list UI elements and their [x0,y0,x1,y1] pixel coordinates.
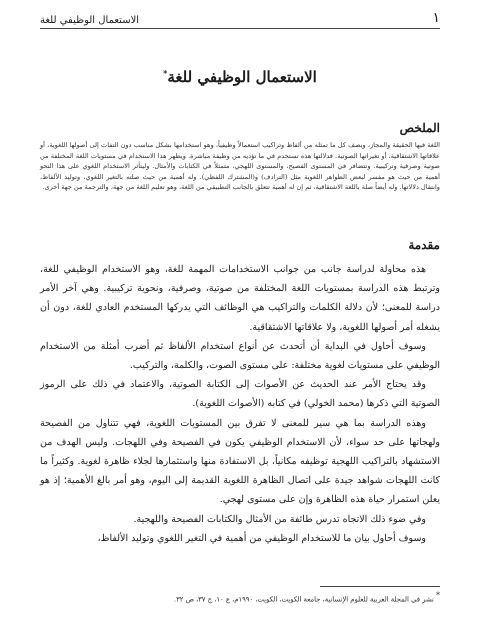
footnote-text: نشر في المجلة العربية للعلوم الإنسانية، جامعة الكويت، الكويت، ١٩٩٠م، ع ١٠، ج ٣٧، ص ٣٢. [173,595,434,604]
footnote [40,591,440,604]
abstract-heading: الملخص [399,121,440,135]
running-title: الاستعمال الوظيفي للغة [40,15,140,26]
article-title-text: الاستعمال الوظيفي للغة [167,68,317,86]
title-footnote-mark: * [163,68,168,78]
footnote-mark: * [436,591,440,600]
intro-paragraph: هذه محاولة لدراسة جانب من جوانب الاستخدامات المهمة للغة، وهو الاستخدام الوظيفي للغة، وترتبط هذه الدراسة بمستويات اللغة المختلفة من صوتية، وصرفية، ونحوية تركيبية. وهي آخر الأمر دراسة للمعنى؛ لأن دلالة الكلمات والتراكيب هي الوظائف التي يدركها المستخدم العادي للغة، دون أن يشغله أمر أصولها اللغوية، ولا علاقاتها الاشتقاقية. [40,264,440,333]
footnote-divider [320,586,440,587]
intro-paragraph: وهذه الدراسة بما هي سير للمعنى لا تفرق بين المستويات اللغوية، فهي تتناول من الفصيحة ولهجاتها على حد سواء، لأن الاستخدام الوظيفي يكون في الفصيحة وفي اللهجات. وليس الهدف من الاستشهاد بالتراكيب اللهجية توظيفه مكانياً، بل الاستفادة منها واستثمارها لجلاء ظاهرة لغوية. وكثيراً ما كانت اللهجات شواهد جيدة على اتصال الظاهرة اللغوية القديمة إلى اليوم، وهو أمر بالغ الأهمية؛ إذ هو يعلن استمرار حياة هذه الظاهرة وإن على مستوى لهجي. [40,417,440,506]
intro-body [40,260,440,548]
intro-paragraph: وقد يحتاج الأمر عند الحديث عن الأصوات إلى الكتابة الصوتية، والاعتماد في ذلك على الرموز الصوتية التي ذكرها (محمد الخولي) في كتابه (الأصوات اللغوية). [40,379,440,410]
page-number: ١ [432,10,440,26]
abstract-text: اللغة فيها الحقيقة والمجاز، ويصف كل ما تمثله من ألفاظ وتراكيب استعمالاً وظيفياً، وهو استخدامها بشكل مناسب دون التفات إلى أصولها اللغوية، أو علاقاتها الاشتقاقية، أو تغيراتها الصوتية. فدلالتها هذه تستخدم في ما تؤديه من وظيفة مباشرة. ويظهر هذا الاستخدام في مستويات اللغة المختلفة من صوتية وصرفية وتركيبية. وتتضافر في المستوى الفصيح، والمستوى اللهجي، متمثلاً في الكتابات والأمثال. وليتأثر الاستخدام اللغوي على هذا النحو أهمية من حيث هو مفسر لبعض الظواهر اللغوية مثل (الترادف) و(المشترك اللفظي). وله أهمية من حيث صلته بالتغير اللغوي، وتوليد الألفاظ، وانتقال دلالاتها. وله أيضاً صلة باللغة الاشتقاقية، ثم إن له أهمية تتعلق بالجانب التطبيقي من اللغة، وهو تعليم اللغة من جهة، والترجمة من جهة أخرى. [40,141,441,191]
intro-paragraph: وسوف أحاول في البداية أن أتحدث عن أنواع استخدام الألفاظ ثم أضرب أمثلة من الاستخدام الوظيفي على مستويات لغوية مختلفة: على مستوى الصوت، والكلمة، والتركيب. [40,340,440,372]
intro-heading: مقدمة [408,238,440,252]
intro-paragraph: وسوف أحاول بيان ما للاستخدام الوظيفي من أهمية في التغير اللغوي وتوليد الألفاظ، [97,532,426,544]
running-header [40,8,440,29]
article-title [40,68,440,86]
intro-paragraph: وفي ضوء ذلك الاتجاه تدرس طائفة من الأمثال والكتابات الفصيحة واللهجية. [133,513,426,525]
